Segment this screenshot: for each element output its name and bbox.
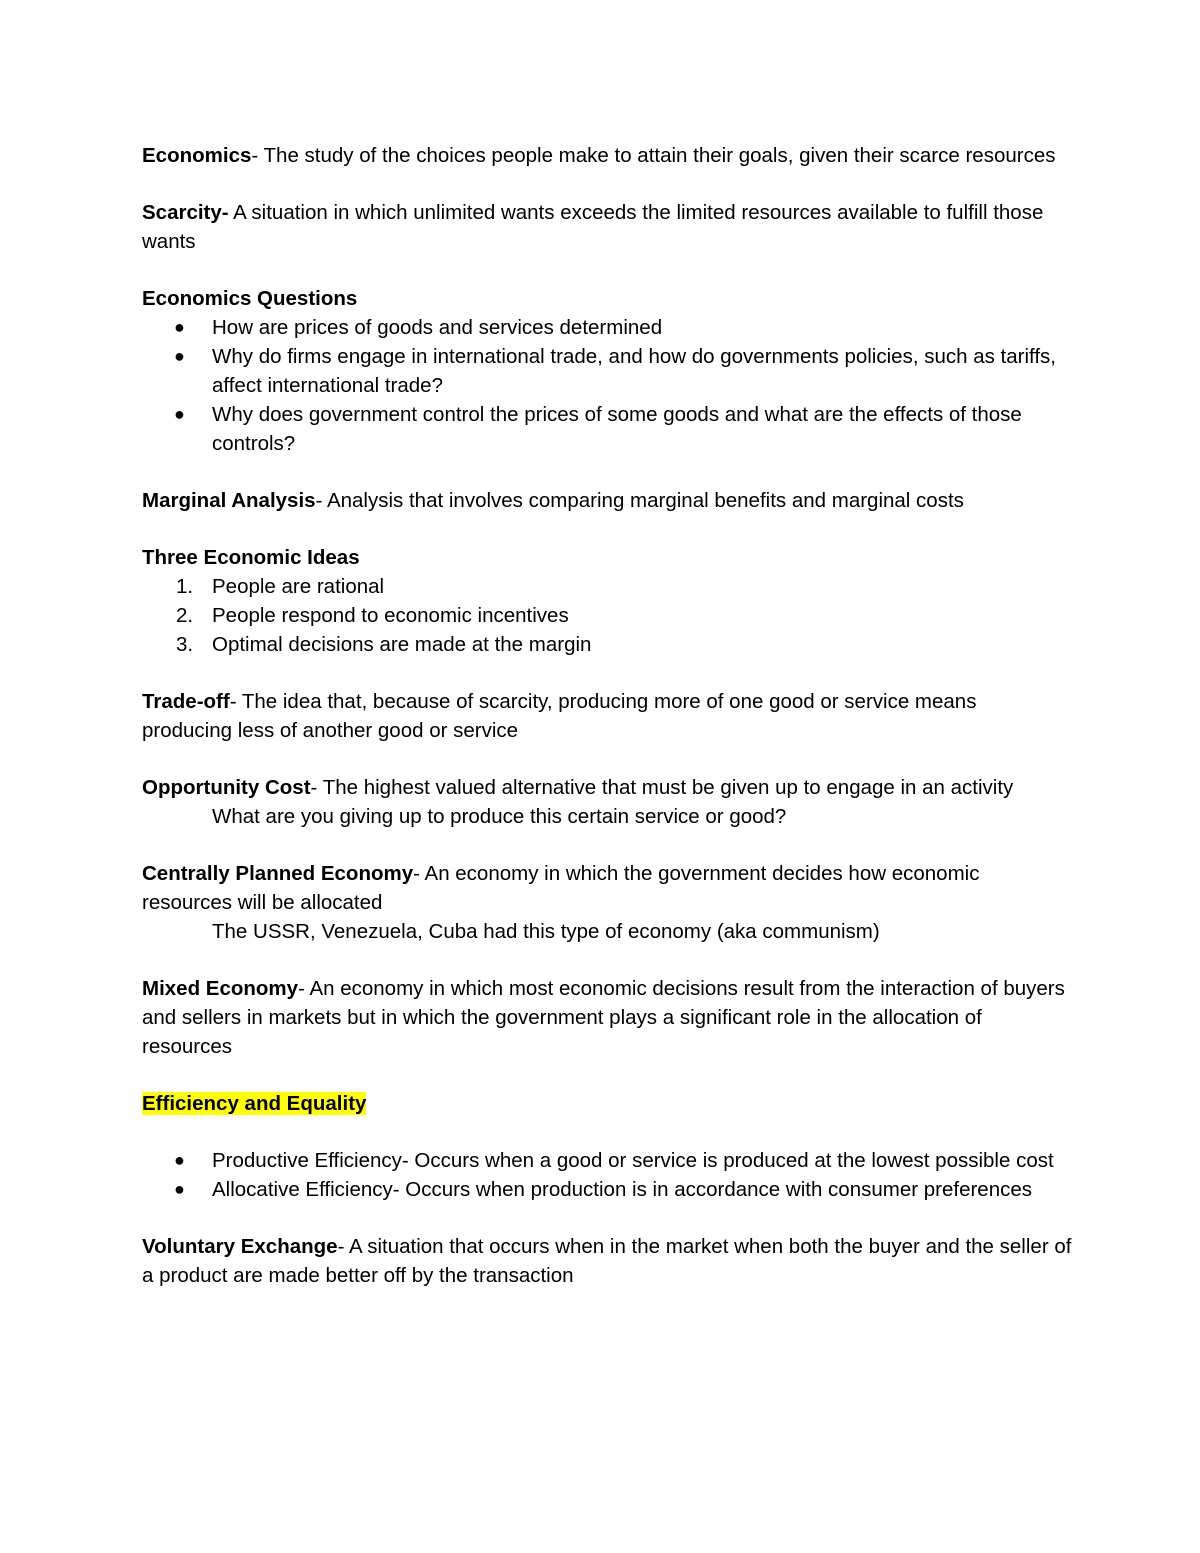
definition-mixed-economy — [142, 974, 1072, 1061]
list-item: 1. People are rational — [212, 572, 1072, 601]
definition-text: - Analysis that involves comparing marginal benefits and marginal costs — [315, 489, 964, 512]
definition-voluntary-exchange — [142, 1232, 1072, 1290]
definition-economics — [142, 141, 1072, 170]
definition-text: - The idea that, because of scarcity, producing more of one good or service means producing less of another good or service — [142, 690, 977, 742]
list-item: ● Why does government control the prices of some goods and what are the effects of those controls? — [212, 400, 1072, 458]
term-label: Trade-off — [142, 690, 230, 713]
centrally-planned-note: The USSR, Venezuela, Cuba had this type of economy (aka communism) — [212, 920, 880, 943]
term-label: Opportunity Cost — [142, 776, 311, 799]
definition-text: A situation in which unlimited wants exceeds the limited resources available to fulfill those wants — [142, 201, 1044, 253]
term-label: Scarcity- — [142, 201, 229, 224]
definition-text: - An economy in which most economic decisions result from the interaction of buyers and sellers in markets but in which the government plays a significant role in the allocation of resources — [142, 977, 1065, 1058]
three-ideas-list — [142, 572, 1072, 659]
definition-text: - A situation that occurs when in the market when both the buyer and the seller of a product are made better off by the transaction — [142, 1235, 1072, 1287]
list-item: 3. Optimal decisions are made at the margin — [212, 630, 1072, 659]
definition-text: - The study of the choices people make to attain their goals, given their scarce resources — [251, 144, 1056, 167]
list-item: ● Productive Efficiency- Occurs when a good or service is produced at the lowest possible cost — [212, 1146, 1072, 1175]
list-item: ● Allocative Efficiency- Occurs when production is in accordance with consumer preferences — [212, 1175, 1072, 1204]
list-item: ● Why do firms engage in international trade, and how do governments policies, such as tariffs, affect international trade? — [212, 342, 1072, 400]
bullet-icon: ● — [174, 346, 185, 366]
definition-trade-off — [142, 687, 1072, 745]
bullet-icon: ● — [174, 1179, 185, 1199]
term-label: Centrally Planned Economy — [142, 862, 414, 885]
definition-text: - An economy in which the government decides how economic resources will be allocated — [142, 862, 980, 914]
efficiency-equality-heading-row — [142, 1089, 1072, 1118]
term-label: Economics — [142, 144, 252, 167]
economics-questions-heading: Economics Questions — [142, 287, 358, 310]
definition-centrally-planned — [142, 859, 1072, 917]
document-page — [142, 141, 1072, 1318]
term-label: Mixed Economy — [142, 977, 299, 1000]
bullet-icon: ● — [174, 404, 185, 424]
list-item: ● How are prices of goods and services determined — [212, 313, 1072, 342]
definition-opportunity-cost — [142, 773, 1072, 802]
three-ideas-heading: Three Economic Ideas — [142, 546, 360, 569]
efficiency-list — [142, 1146, 1072, 1204]
term-label: Voluntary Exchange — [142, 1235, 338, 1258]
definition-text: - The highest valued alternative that must be given up to engage in an activity — [310, 776, 1014, 799]
definition-scarcity — [142, 198, 1072, 256]
list-item: 2. People respond to economic incentives — [212, 601, 1072, 630]
list-number: 1. — [176, 575, 194, 598]
opportunity-cost-note: What are you giving up to produce this certain service or good? — [212, 805, 787, 828]
list-number: 3. — [176, 633, 194, 656]
bullet-icon: ● — [174, 1150, 185, 1170]
bullet-icon: ● — [174, 317, 185, 337]
list-number: 2. — [176, 604, 194, 627]
efficiency-equality-heading: Efficiency and Equality — [142, 1092, 367, 1115]
term-label: Marginal Analysis — [142, 489, 316, 512]
economics-questions-list — [142, 313, 1072, 458]
definition-marginal-analysis — [142, 486, 1072, 515]
